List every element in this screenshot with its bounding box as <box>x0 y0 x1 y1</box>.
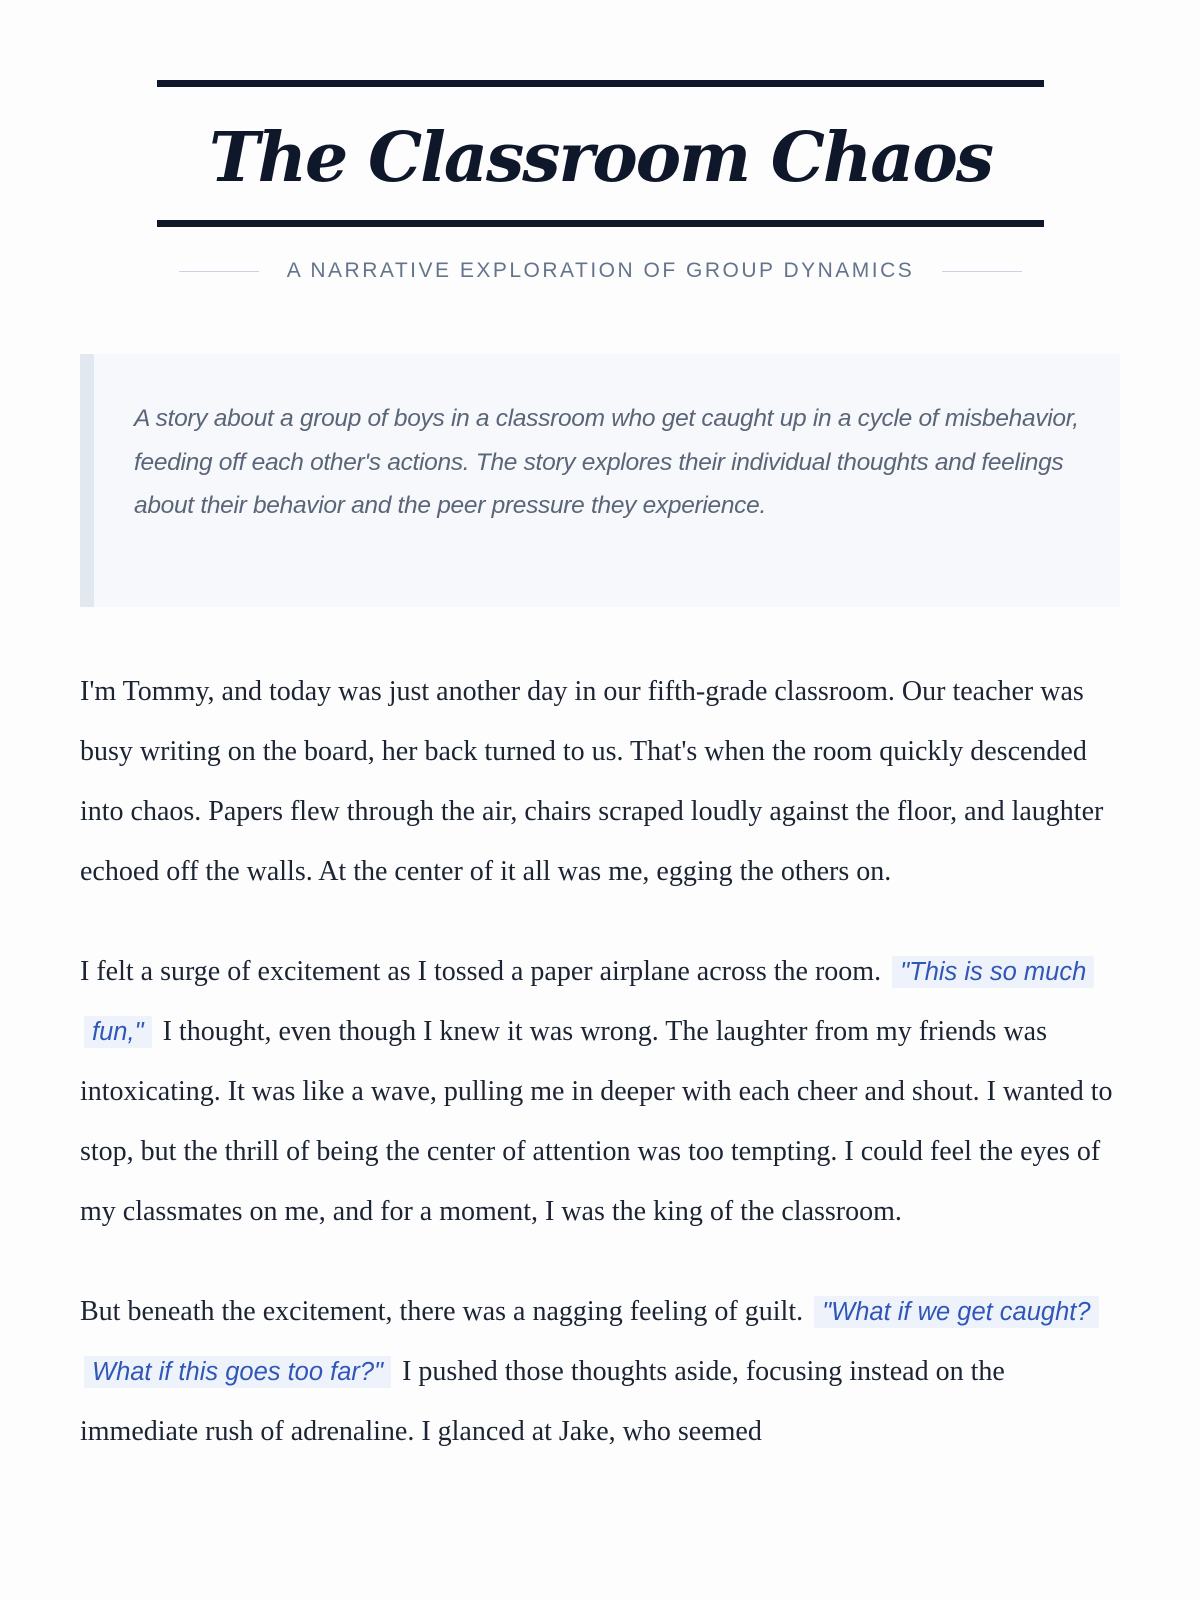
page-title: The Classroom Chaos <box>209 118 992 198</box>
story-paragraph-2-text-b: I thought, even though I knew it was wrong. The laughter from my friends was intoxicating. It was like a wave, pulling me in deeper with each cheer and shout. I wanted to stop, but the thrill of being the center of attention was too tempting. I could feel the eyes of my classmates on me, and for a moment, I was the king of the classroom. <box>80 1016 1113 1227</box>
summary-text: A story about a group of boys in a classroom who get caught up in a cycle of misbehavior, feeding off each other's actions. The story explores their individual thoughts and feelings about their behavior and the peer pressure they experience. <box>134 405 1079 519</box>
story-paragraph-3-text-b: I pushed those thoughts aside, focusing instead on the immediate rush of adrenaline. I glanced at Jake, who seemed <box>80 1356 1005 1447</box>
story-paragraph-2-text-a: I felt a surge of excitement as I tossed a paper airplane across the room. <box>80 956 882 987</box>
inner-thought-1: "This is so much fun," <box>84 956 1094 1048</box>
subtitle: A NARRATIVE EXPLORATION OF GROUP DYNAMICS <box>286 259 915 282</box>
title-bottom-rule <box>157 220 1044 227</box>
story-body <box>80 662 1120 1502</box>
subtitle-row <box>177 256 1024 286</box>
summary-box <box>80 354 1120 607</box>
inner-thought-2: "What if we get caught? What if this goes too far?" <box>84 1296 1099 1388</box>
story-paragraph-2 <box>80 942 1120 1242</box>
story-paragraph-3-text-a: But beneath the excitement, there was a nagging feeling of guilt. <box>80 1296 804 1327</box>
story-paragraph-3 <box>80 1282 1120 1462</box>
subtitle-left-rule <box>179 271 259 272</box>
subtitle-right-rule <box>942 271 1022 272</box>
title-top-rule <box>157 80 1044 87</box>
story-paragraph-1 <box>80 662 1120 902</box>
story-paragraph-1-text: I'm Tommy, and today was just another day in our fifth-grade classroom. Our teacher was busy writing on the board, her back turned to us. That's when the room quickly descended into chaos. Papers flew through the air, chairs scraped loudly against the floor, and laughter echoed off the walls. At the center of it all was me, egging the others on. <box>80 676 1104 887</box>
